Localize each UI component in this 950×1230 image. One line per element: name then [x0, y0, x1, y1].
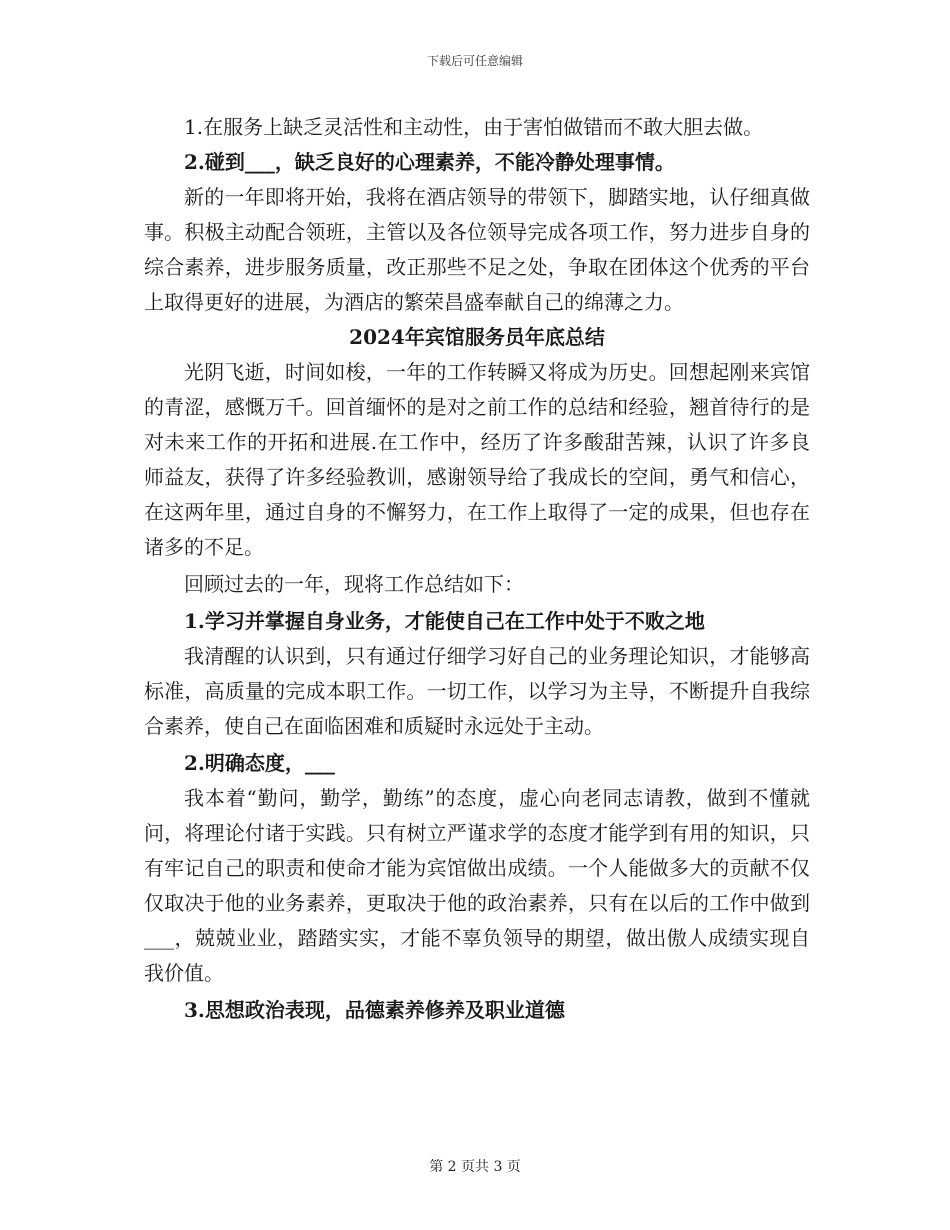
paragraph-review: 回顾过去的一年，现将工作总结如下：: [184, 572, 524, 596]
paragraph-point-2: 我本着“勤问，勤学，勤练”的态度，虚心向老同志请教，做到不懂就问，将理论付诸于实践。只有树立严谨求学的态度才能学到有用的知识，只有牢记自己的职责和使命才能为宾馆做出成绩。一个人能做多大的贡献不仅仅取决于他的业务素养，更取决于他的政治素养，只有在以后的工作中做到___，兢兢业业，踏踏实实，才能不辜负领导的期望，做出傲人成绩实现自我价值。: [144, 786, 810, 985]
heading-point-3: 3.思想政治表现，品德素养修养及职业道德: [184, 998, 565, 1022]
paragraph-shortcoming-1: 1.在服务上缺乏灵活性和主动性，由于害怕做错而不敢大胆去做。: [184, 115, 764, 139]
page-header: 下载后可任意编辑: [426, 54, 523, 68]
paragraph-new-year-plan: 新的一年即将开始，我将在酒店领导的带领下，脚踏实地，认仔细真做事。积极主动配合领班，主管以及各位领导完成各项工作，努力进步自身的综合素养，进步服务质量，改正那些不足之处，争取在团体这个优秀的平台上取得更好的进展，为酒店的繁荣昌盛奉献自己的绵薄之力。: [144, 185, 810, 314]
paragraph-shortcoming-2: 2.碰到___，缺乏良好的心理素养，不能冷静处理事情。: [184, 150, 675, 174]
paragraph-intro: 光阴飞逝，时间如梭，一年的工作转瞬又将成为历史。回想起刚来宾馆的青涩，感慨万千。回首缅怀的是对之前工作的总结和经验，翘首待行的是对未来工作的开拓和进展.在工作中，经历了许多酸甜苦辣，认识了许多良师益友，获得了许多经验教训，感谢领导给了我成长的空间，勇气和信心，在这两年里，通过自身的不懈努力，在工作上取得了一定的成果，但也存在诸多的不足。: [144, 360, 810, 559]
heading-point-1: 1.学习并掌握自身业务，才能使自己在工作中处于不败之地: [184, 609, 705, 633]
page-footer: 第 2 页共 3 页: [429, 1159, 521, 1175]
heading-point-2: 2.明确态度，___: [184, 751, 335, 775]
paragraph-point-1: 我清醒的认识到，只有通过仔细学习好自己的业务理论知识，才能够高标准，高质量的完成本职工作。一切工作，以学习为主导，不断提升自我综合素养，使自己在面临困难和质疑时永远处于主动。: [144, 644, 810, 738]
document-body: [144, 110, 810, 1028]
section-title: 2024年宾馆服务员年底总结: [349, 325, 605, 349]
